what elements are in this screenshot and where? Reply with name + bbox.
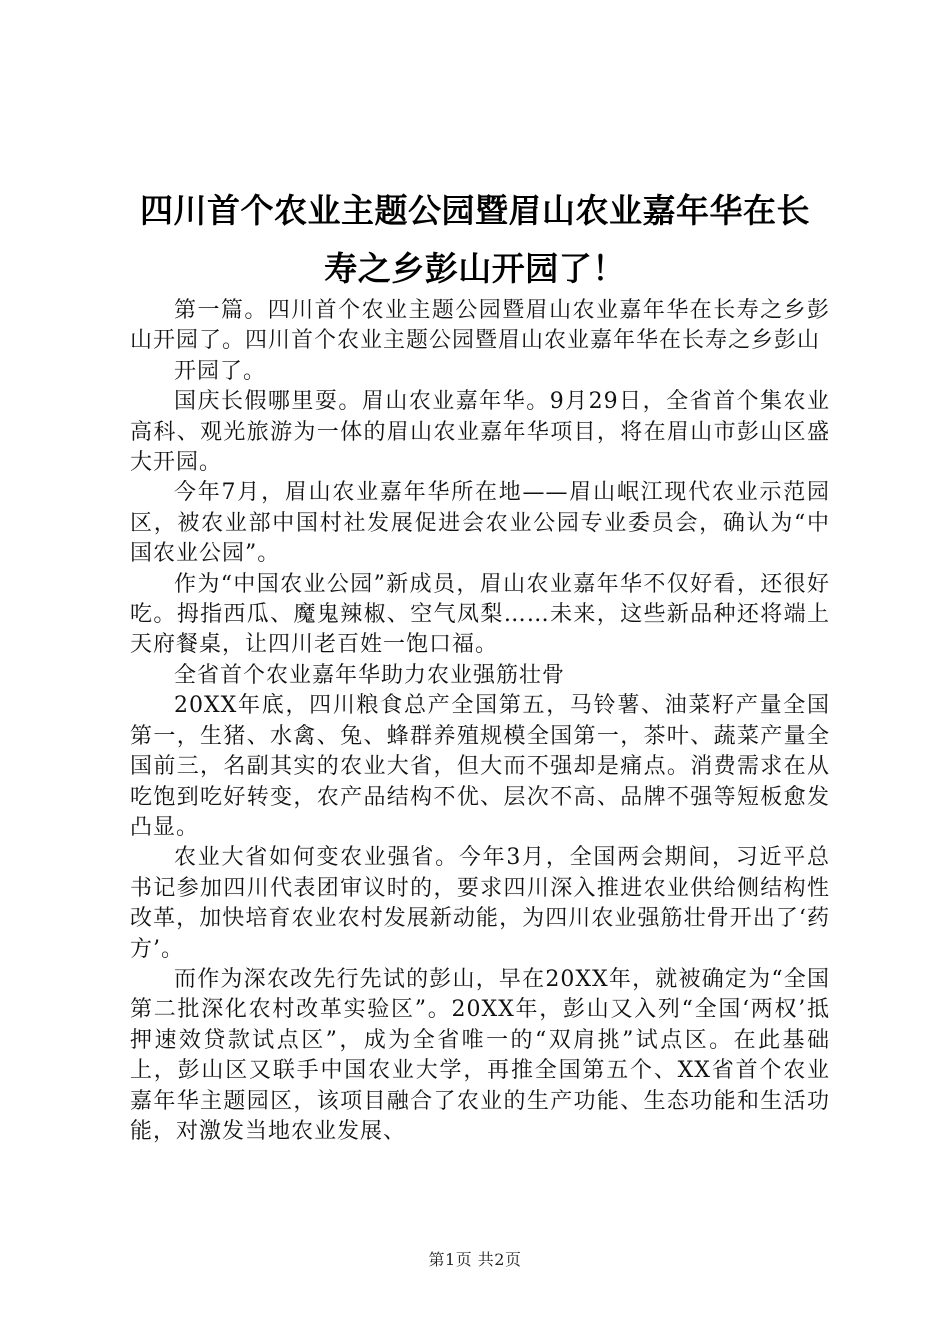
section-heading: 全省首个农业嘉年华助力农业强筋壮骨 xyxy=(174,662,566,688)
paragraph-2: 开园了。 xyxy=(174,358,267,384)
page-number: 第1页 共2页 xyxy=(428,1250,522,1269)
paragraph-8: 而作为深农改先行先试的彭山，早在20XX年，就被确定为“全国第二批深化农村改革实验区”。20XX年，彭山又入列“全国‘两权’抵押速效贷款试点区”，成为全省唯一的“双肩挑”试点区。在此基础上，彭山区又联手中国农业大学，再推全国第五个、XX省首个农业嘉年华主题园区，该项目融合了农业的生产功能、生态功能和生活功能，对激发当地农业发展、 xyxy=(130,966,830,1144)
document-title xyxy=(120,182,830,298)
paragraph-3: 国庆长假哪里耍。眉山农业嘉年华。9月29日，全省首个集农业高科、观光旅游为一体的眉山农业嘉年华项目，将在眉山市彭山区盛大开园。 xyxy=(130,389,830,476)
paragraph-1: 第一篇。四川首个农业主题公园暨眉山农业嘉年华在长寿之乡彭山开园了。四川首个农业主题公园暨眉山农业嘉年华在长寿之乡彭山 xyxy=(130,298,830,354)
title-line-1: 四川首个农业主题公园暨眉山农业嘉年华在长 xyxy=(140,191,810,230)
document-body xyxy=(130,296,830,1147)
paragraph-7: 农业大省如何变农业强省。今年3月，全国两会期间，习近平总书记参加四川代表团审议时的，要求四川深入推进农业供给侧结构性改革，加快培育农业农村发展新动能，为四川农业强筋壮骨开出了‘药方’。 xyxy=(130,845,830,962)
title-line-2: 寿之乡彭山开园了！ xyxy=(324,249,626,288)
paragraph-6: 20XX年底，四川粮食总产全国第五，马铃薯、油菜籽产量全国第一，生猪、水禽、兔、蜂群养殖规模全国第一，茶叶、蔬菜产量全国前三，名副其实的农业大省，但大而不强却是痛点。消费需求在从吃饱到吃好转变，农产品结构不优、层次不高、品牌不强等短板愈发凸显。 xyxy=(130,693,830,840)
paragraph-5: 作为“中国农业公园”新成员，眉山农业嘉年华不仅好看，还很好吃。拇指西瓜、魔鬼辣椒、空气凤梨……未来，这些新品种还将端上天府餐桌，让四川老百姓一饱口福。 xyxy=(130,571,830,658)
page-footer xyxy=(0,1247,950,1270)
paragraph-4: 今年7月，眉山农业嘉年华所在地——眉山岷江现代农业示范园区，被农业部中国村社发展促进会农业公园专业委员会，确认为“中国农业公园”。 xyxy=(130,480,830,567)
